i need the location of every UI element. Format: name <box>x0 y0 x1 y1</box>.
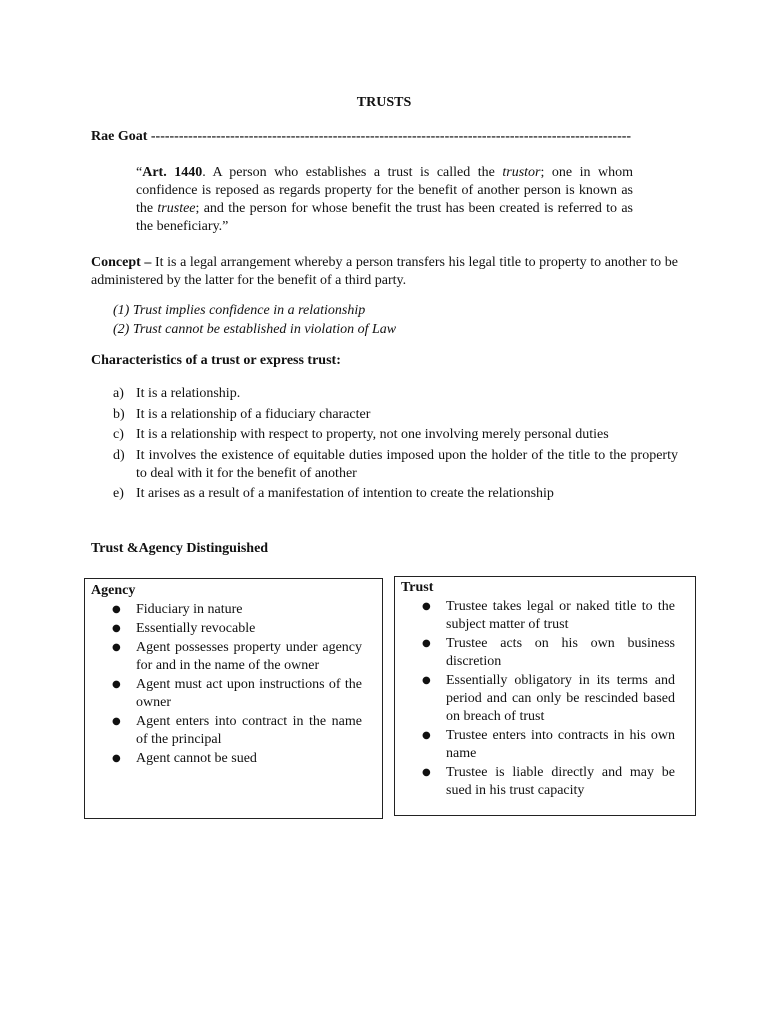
article-number: Art. 1440 <box>142 165 203 180</box>
item-letter: a) <box>113 386 124 401</box>
agency-box <box>84 578 383 819</box>
bullet-text: Essentially revocable <box>136 621 256 636</box>
item-text: It is a relationship with respect to property, not one involving merely personal duties <box>136 427 609 442</box>
item-text: It is a relationship of a fiduciary character <box>136 406 371 422</box>
trust-box-title: Trust <box>401 580 434 595</box>
article-quote <box>136 164 633 236</box>
list-item <box>91 713 362 749</box>
characteristic-item <box>113 406 678 424</box>
term-trustor: trustor <box>502 165 541 180</box>
item-text: It involves the existence of equitable duties imposed upon the holder of the title to the property to deal with it for the benefit of another <box>136 447 678 481</box>
list-item <box>91 639 362 675</box>
trust-box <box>394 576 696 816</box>
bullet-icon: ● <box>112 679 121 690</box>
bullet-text: Essentially obligatory in its terms and period and can only be rescinded based on breach of trust <box>446 673 675 724</box>
bullet-icon: ● <box>422 730 431 741</box>
distinguished-heading: Trust &Agency Distinguished <box>91 541 269 556</box>
principles-list <box>113 302 673 340</box>
quote-text-2: ; one in whom confidence is reposed as regards property for the benefit of another person is known as the <box>136 165 633 216</box>
item-text: It arises as a result of a manifestation of intention to create the relationship <box>136 486 554 501</box>
characteristic-item <box>113 447 678 483</box>
item-letter: c) <box>113 427 124 442</box>
bullet-icon: ● <box>422 767 431 778</box>
author-line: Rae Goat ------------------------------------------------------------------------------------------------------- <box>91 129 632 144</box>
list-item <box>401 727 675 763</box>
list-item <box>91 620 362 638</box>
list-item <box>91 676 362 712</box>
bullet-text: Trustee takes legal or naked title to the subject matter of trust <box>446 599 675 632</box>
bullet-text: Trustee enters into contracts in his own name <box>446 728 675 761</box>
document-title: TRUSTS <box>356 95 412 110</box>
list-item <box>401 672 675 726</box>
item-letter: d) <box>113 447 125 463</box>
concept-label: Concept – <box>91 255 152 270</box>
item-text: It is a relationship. <box>136 386 241 401</box>
concept-paragraph <box>91 254 678 290</box>
quote-text-3: ; and the person for whose benefit the trust has been created is referred to as the beneficiary.” <box>136 201 634 234</box>
list-item <box>91 601 362 619</box>
list-item <box>401 598 675 634</box>
bullet-icon: ● <box>422 638 431 649</box>
list-item <box>91 750 362 768</box>
bullet-icon: ● <box>112 716 121 727</box>
bullet-icon: ● <box>112 642 121 653</box>
bullet-text: Agent cannot be sued <box>136 751 257 766</box>
trust-bullet-list <box>401 598 675 800</box>
bullet-text: Fiduciary in nature <box>136 602 243 617</box>
list-item <box>401 764 675 800</box>
quote-open-mark: “ <box>136 165 143 180</box>
item-letter: b) <box>113 406 125 422</box>
bullet-icon: ● <box>112 623 121 634</box>
principle-item: (2) Trust cannot be established in violation of Law <box>113 322 397 337</box>
bullet-text: Trustee is liable directly and may be sued in his trust capacity <box>446 765 675 798</box>
concept-text: It is a legal arrangement whereby a person transfers his legal title to property to another to be administered by the latter for the benefit of a third party. <box>91 255 678 288</box>
bullet-text: Agent must act upon instructions of the owner <box>136 677 362 710</box>
principle-item: (1) Trust implies confidence in a relationship <box>113 303 366 318</box>
characteristic-item <box>113 426 678 444</box>
bullet-icon: ● <box>422 601 431 612</box>
bullet-text: Agent enters into contract in the name of the principal <box>136 714 362 747</box>
bullet-icon: ● <box>112 753 121 764</box>
bullet-icon: ● <box>422 675 431 686</box>
characteristic-item <box>113 485 678 503</box>
characteristics-heading: Characteristics of a trust or express trust: <box>91 353 341 368</box>
bullet-text: Agent possesses property under agency for and in the name of the owner <box>136 640 362 673</box>
characteristic-item <box>113 385 678 403</box>
agency-bullet-list <box>91 601 362 768</box>
term-trustee: trustee <box>157 201 196 216</box>
bullet-text: Trustee acts on his own business discretion <box>446 636 675 669</box>
list-item <box>401 635 675 671</box>
characteristics-list <box>113 385 678 506</box>
quote-text-1: . A person who establishes a trust is called the <box>202 165 503 180</box>
agency-box-title: Agency <box>91 583 136 598</box>
bullet-icon: ● <box>112 604 121 615</box>
item-letter: e) <box>113 486 124 501</box>
